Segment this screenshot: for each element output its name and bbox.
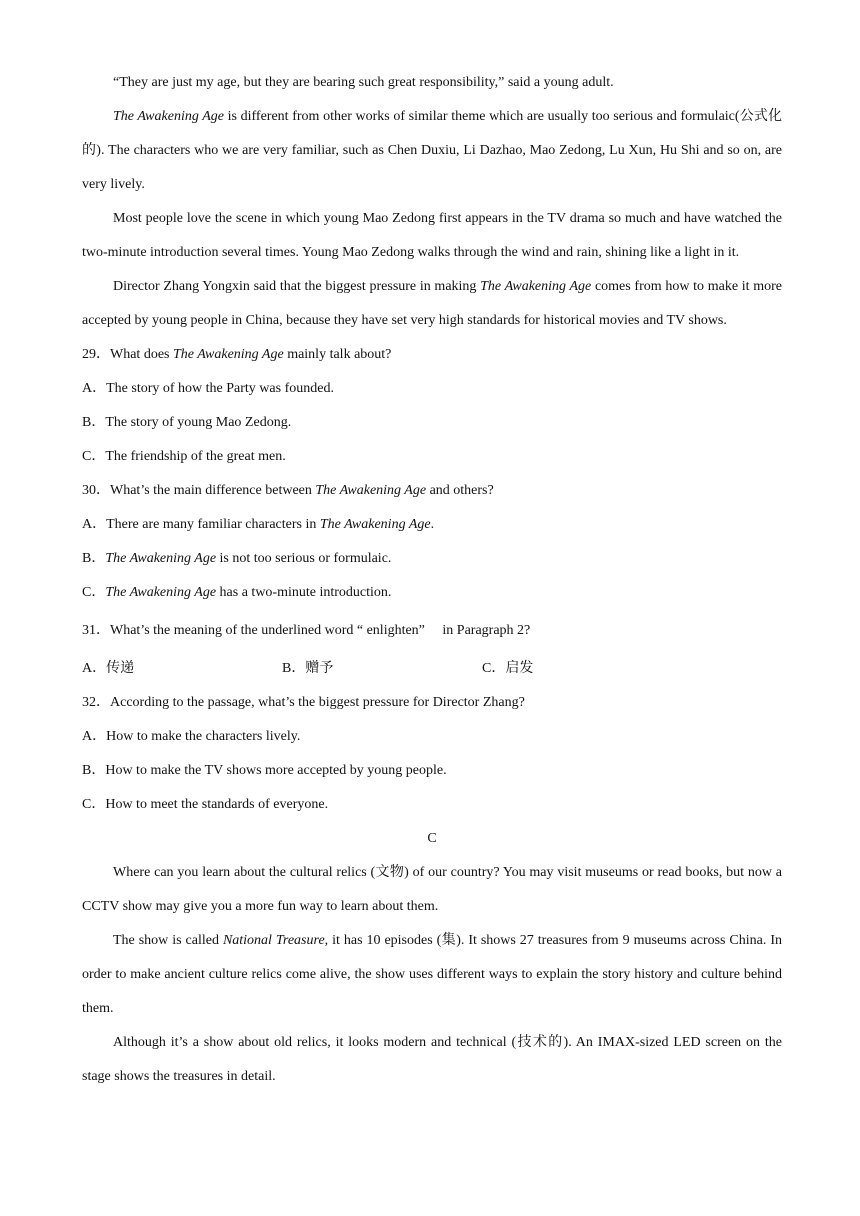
question-32-option-a: A．How to make the characters lively. [82,729,301,744]
show-title: The Awakening Age [319,517,431,532]
question-29-option-a: A．The story of how the Party was founded. [82,381,334,396]
question-30-option-c [82,576,782,610]
question-31-options [82,652,782,686]
paragraph-text: is different from other works of similar theme which are usually too serious and formulaic(公式化的). The characters who we are very familiar, such as Chen Duxiu, Li Dazhao, Mao Zedong, Lu Xun, Hu Shi and so on, are very lively. [82,109,782,192]
show-title: The Awakening Age [480,279,592,294]
question-30 [82,474,782,508]
question-30-option-a [82,508,782,542]
show-title: The Awakening Age [315,483,427,498]
option-text: is not too serious or formulaic. [216,551,392,566]
option-text: . [430,517,435,532]
passage-c-paragraph-1: Where can you learn about the cultural relics (文物) of our country? You may visit museums or read books, but now a CCTV show may give you a more fun way to learn about them. [82,865,782,914]
show-title: The Awakening Age [172,347,284,362]
paragraph-text: comes from how to make it more accepted by young people in China, because they have set very high standards for historical movies and TV shows. [82,279,783,328]
show-title: The Awakening Age [105,585,217,600]
paragraph-text: Director Zhang Yongxin said that the biggest pressure in making [113,279,481,294]
question-32: 32．According to the passage, what’s the biggest pressure for Director Zhang? [82,695,525,710]
passage-b-paragraph-4 [82,270,782,338]
question-32-option-b: B．How to make the TV shows more accepted by young people. [82,763,447,778]
question-32-option-c: C．How to meet the standards of everyone. [82,797,329,812]
passage-c-paragraph-3: Although it’s a show about old relics, it looks modern and technical (技术的). An IMAX-sized LED screen on the stage shows the treasures in detail. [82,1035,782,1084]
show-title: The Awakening Age [105,551,217,566]
question-31-option-a: A．传递 [82,661,135,676]
option-text: A．There are many familiar characters in [82,517,320,532]
show-title: National Treasure [222,933,325,948]
question-text: mainly talk about? [283,347,392,362]
question-29-option-b: B．The story of young Mao Zedong. [82,415,292,430]
question-30-option-b [82,542,782,576]
question-text: and others? [426,483,494,498]
question-31-option-c: C．启发 [482,661,534,676]
document-page [82,66,782,1094]
section-heading-c: C [427,831,437,846]
option-text: has a two-minute introduction. [216,585,392,600]
option-text: C． [82,585,106,600]
question-29 [82,338,782,372]
passage-b-paragraph-1: “They are just my age, but they are bearing such great responsibility,” said a young adult. [113,75,614,90]
question-31-option-b: B．赠予 [282,661,334,676]
show-title: The Awakening Age [113,109,224,124]
passage-b-paragraph-3: Most people love the scene in which young Mao Zedong first appears in the TV drama so much and have watched the two-minute introduction several times. Young Mao Zedong walks through the wind and rain, shining like a light in it. [82,211,782,260]
question-text: 30．What’s the main difference between [82,483,316,498]
paragraph-text: The show is called [113,933,223,948]
paragraph-text: , it has 10 episodes (集). It shows 27 treasures from 9 museums across China. In order to make ancient culture relics come alive, the show uses different ways to explain the story history and culture behind them. [82,933,782,1016]
question-29-option-c: C．The friendship of the great men. [82,449,286,464]
question-text: 29．What does [82,347,173,362]
option-text: B． [82,551,106,566]
question-31: 31．What’s the meaning of the underlined word “ enlighten” in Paragraph 2? [82,623,531,638]
passage-c-paragraph-2 [82,924,782,1026]
passage-b-paragraph-2 [82,100,782,202]
